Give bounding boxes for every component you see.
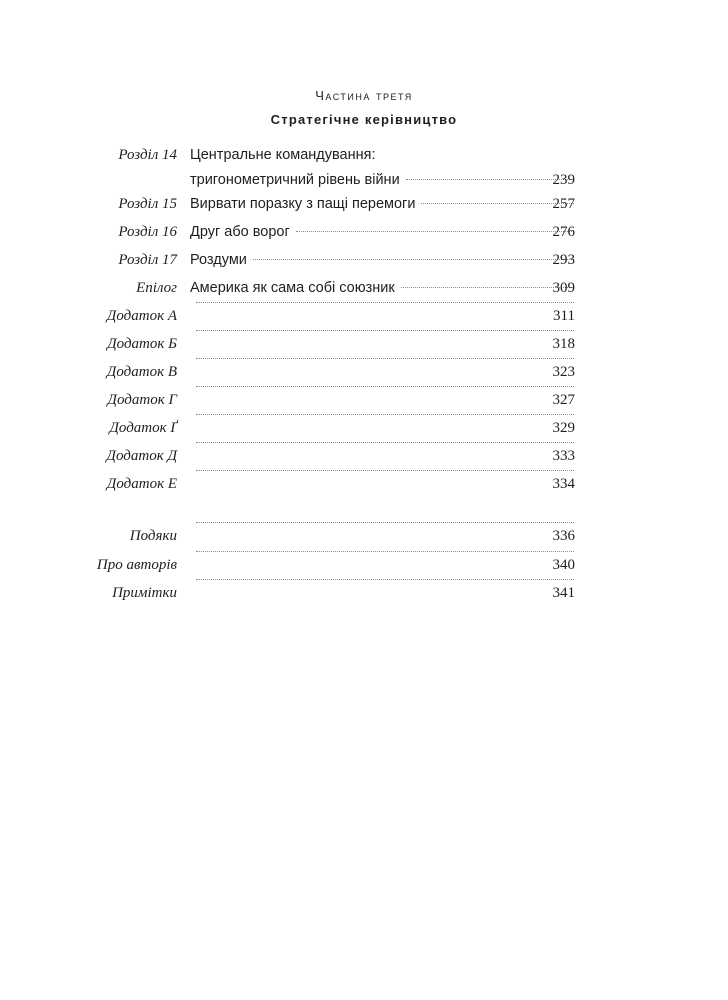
- toc-entry-notes[interactable]: [0, 583, 728, 607]
- page-number: 341: [552, 585, 575, 601]
- leader-dots: [196, 551, 574, 552]
- leader-dots: [196, 442, 574, 443]
- leader-dots: [196, 386, 574, 387]
- entry-title-line-1: Центральне командування:: [190, 147, 376, 163]
- toc-entry-chapter-15[interactable]: [0, 194, 728, 218]
- toc-entry-appendix-v[interactable]: [0, 362, 728, 386]
- toc-entry-appendix-h[interactable]: [0, 390, 728, 414]
- entry-title: Друг або ворог: [190, 224, 290, 240]
- entry-label: Епілог: [136, 280, 177, 296]
- leader-dots: [196, 414, 574, 415]
- toc-entry-chapter-17[interactable]: [0, 250, 728, 274]
- toc-entry-chapter-16[interactable]: [0, 222, 728, 246]
- page-number: 336: [552, 528, 575, 544]
- entry-label: Додаток Б: [107, 336, 177, 352]
- leader-dots: [196, 302, 574, 303]
- page-number: 329: [552, 420, 575, 436]
- toc-entry-appendix-e[interactable]: [0, 474, 728, 498]
- entry-label: Додаток Е: [106, 476, 177, 492]
- toc-entry-appendix-b[interactable]: [0, 334, 728, 358]
- page-number: 340: [552, 557, 575, 573]
- entry-title: тригонометричний рівень війни: [190, 172, 400, 188]
- entry-label: Додаток Д: [106, 448, 177, 464]
- entry-title: Америка як сама собі союзник: [190, 280, 395, 296]
- toc-entry-epilogue[interactable]: [0, 278, 728, 302]
- page-number: 311: [553, 308, 575, 324]
- entry-label: Розділ 16: [118, 224, 177, 240]
- page-number: 239: [552, 172, 575, 188]
- entry-label: Розділ 14: [118, 147, 177, 163]
- page-number: 318: [552, 336, 575, 352]
- leader-dots: [196, 330, 574, 331]
- part-label: Частина третя: [315, 88, 413, 103]
- leader-dots: [196, 522, 574, 523]
- toc-entry-acknowledgments[interactable]: [0, 526, 728, 550]
- page-number: 276: [552, 224, 575, 240]
- leader-dots: [196, 358, 574, 359]
- entry-label: Подяки: [129, 528, 177, 544]
- page-number: 293: [552, 252, 575, 268]
- part-title: Стратегічне керівництво: [270, 112, 458, 127]
- entry-label: Про авторів: [96, 557, 177, 573]
- toc-entry-about-authors[interactable]: [0, 555, 728, 579]
- entry-label: Додаток А: [106, 308, 177, 324]
- leader-dots: [196, 470, 574, 471]
- entry-label: Додаток Ґ: [109, 420, 177, 436]
- page-number: 327: [552, 392, 575, 408]
- toc-entry-appendix-g[interactable]: [0, 418, 728, 442]
- page-number: 309: [552, 280, 575, 296]
- entry-title: Роздуми: [190, 252, 247, 268]
- toc-entry-appendix-d[interactable]: [0, 446, 728, 470]
- page-number: 257: [552, 196, 575, 212]
- leader-dots: [253, 259, 574, 260]
- entry-label: Примітки: [112, 585, 177, 601]
- page-number: 323: [552, 364, 575, 380]
- page-number: 334: [552, 476, 575, 492]
- entry-title: Вирвати поразку з пащі перемоги: [190, 196, 416, 212]
- leader-dots: [296, 231, 574, 232]
- toc-entry-chapter-14[interactable]: [0, 145, 728, 195]
- entry-label: Додаток В: [106, 364, 177, 380]
- entry-label: Розділ 15: [118, 196, 177, 212]
- entry-label: Додаток Г: [107, 392, 177, 408]
- toc-entry-appendix-a[interactable]: [0, 306, 728, 330]
- page-number: 333: [552, 448, 575, 464]
- leader-dots: [196, 579, 574, 580]
- entry-label: Розділ 17: [118, 252, 177, 268]
